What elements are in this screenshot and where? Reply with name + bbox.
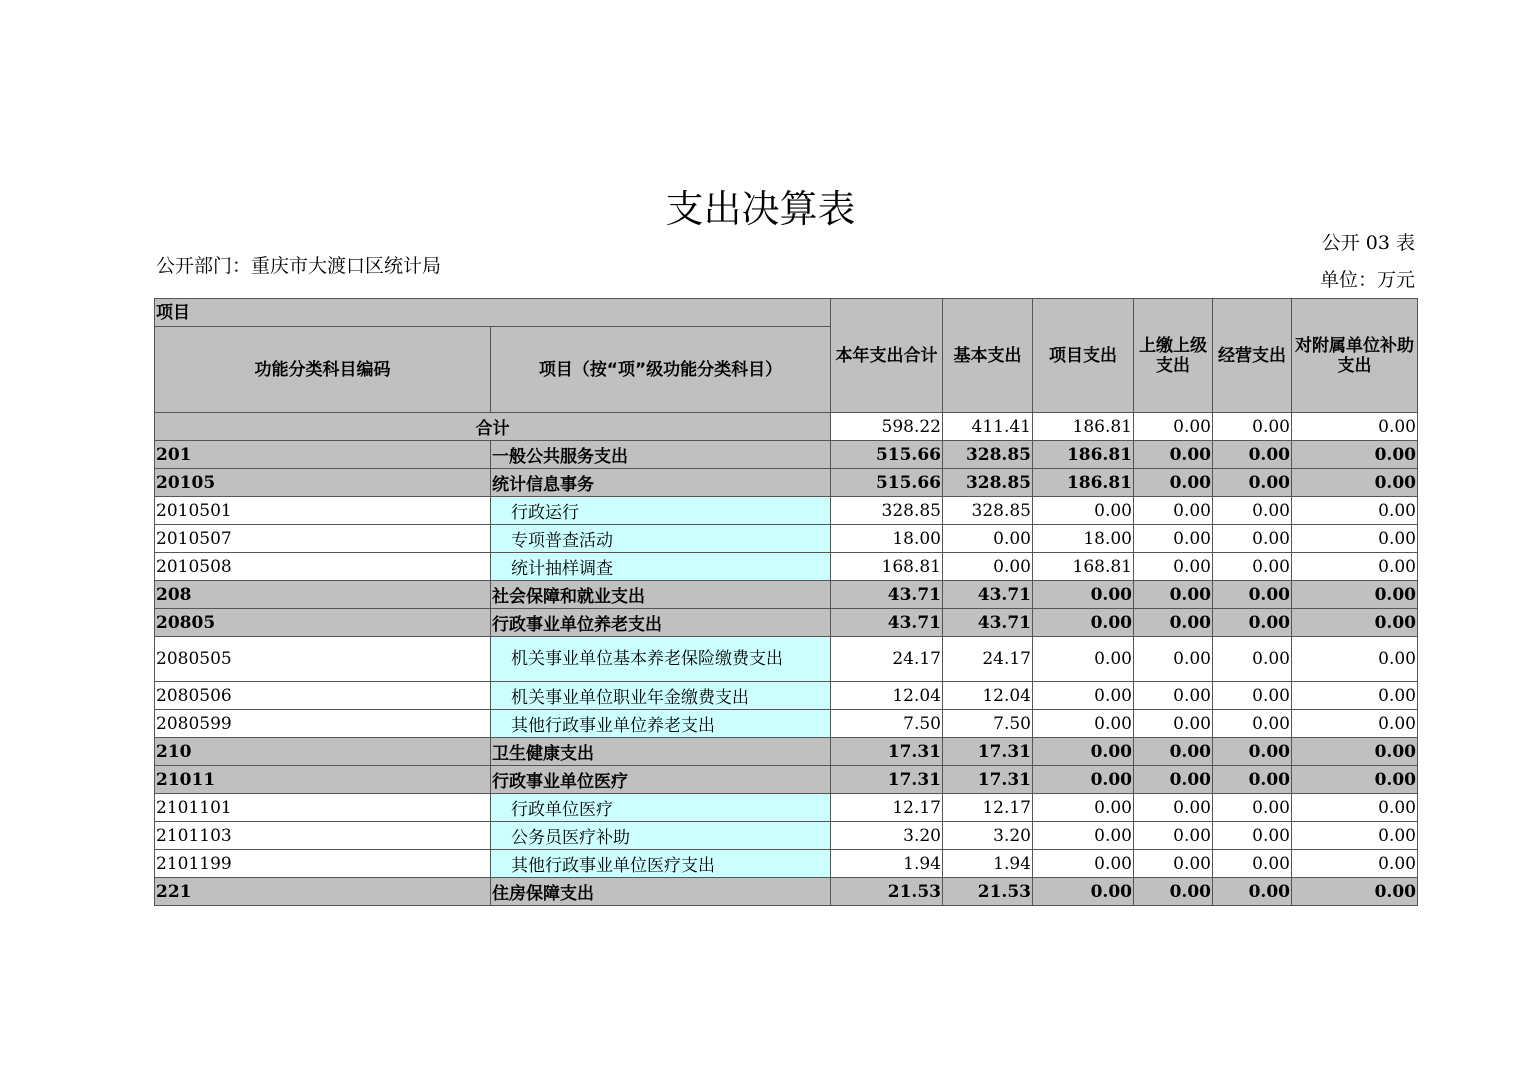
- table-row: [155, 738, 1418, 766]
- row-name: 住房保障支出: [491, 878, 831, 906]
- row-value: 0.00: [1134, 497, 1213, 525]
- row-value: 0.00: [1213, 497, 1292, 525]
- table-row: [155, 878, 1418, 906]
- row-value: 43.71: [831, 581, 943, 609]
- row-name: 专项普查活动: [491, 525, 831, 553]
- header-subsidy: 对附属单位补助支出: [1292, 299, 1418, 413]
- row-value: 0.00: [1033, 581, 1134, 609]
- total-value: 186.81: [1033, 413, 1134, 441]
- table-row: [155, 710, 1418, 738]
- table-row: [155, 766, 1418, 794]
- row-value: 0.00: [943, 525, 1033, 553]
- table-row: [155, 850, 1418, 878]
- row-code: 221: [155, 878, 491, 906]
- row-value: 0.00: [1033, 497, 1134, 525]
- total-value: 0.00: [1213, 413, 1292, 441]
- row-value: 0.00: [1292, 497, 1418, 525]
- row-value: 515.66: [831, 441, 943, 469]
- row-value: 43.71: [831, 609, 943, 637]
- row-value: 0.00: [1134, 738, 1213, 766]
- row-name: 行政运行: [491, 497, 831, 525]
- row-name: 卫生健康支出: [491, 738, 831, 766]
- row-code: 2080505: [155, 637, 491, 682]
- row-name: 公务员医疗补助: [491, 822, 831, 850]
- row-value: 7.50: [943, 710, 1033, 738]
- row-value: 0.00: [1134, 766, 1213, 794]
- row-code: 21011: [155, 766, 491, 794]
- row-value: 24.17: [943, 637, 1033, 682]
- table-row: [155, 609, 1418, 637]
- row-value: 21.53: [943, 878, 1033, 906]
- row-value: 0.00: [1213, 822, 1292, 850]
- row-value: 0.00: [1134, 710, 1213, 738]
- row-value: 0.00: [1213, 581, 1292, 609]
- row-value: 168.81: [831, 553, 943, 581]
- row-value: 12.17: [831, 794, 943, 822]
- row-value: 0.00: [1292, 766, 1418, 794]
- row-value: 0.00: [1134, 878, 1213, 906]
- total-value: 0.00: [1292, 413, 1418, 441]
- row-value: 0.00: [1134, 553, 1213, 581]
- total-label: 合计: [155, 413, 831, 441]
- row-value: 0.00: [1292, 469, 1418, 497]
- row-value: 328.85: [943, 497, 1033, 525]
- row-value: 0.00: [1292, 441, 1418, 469]
- row-value: 0.00: [1213, 525, 1292, 553]
- row-value: 1.94: [943, 850, 1033, 878]
- row-code: 2080599: [155, 710, 491, 738]
- header-code: 功能分类科目编码: [155, 327, 491, 413]
- row-value: 0.00: [1134, 609, 1213, 637]
- row-value: 3.20: [943, 822, 1033, 850]
- table-row: [155, 441, 1418, 469]
- row-code: 2010507: [155, 525, 491, 553]
- row-value: 0.00: [1292, 850, 1418, 878]
- row-name: 机关事业单位职业年金缴费支出: [491, 682, 831, 710]
- table-row: [155, 822, 1418, 850]
- row-value: 0.00: [1033, 766, 1134, 794]
- expenditure-table: [154, 298, 1418, 906]
- page-title: 支出决算表: [665, 187, 856, 231]
- header-project: 项目: [155, 299, 831, 327]
- row-name: 统计信息事务: [491, 469, 831, 497]
- header-name: 项目（按“项”级功能分类科目）: [491, 327, 831, 413]
- row-value: 0.00: [1292, 682, 1418, 710]
- header-operation: 经营支出: [1213, 299, 1292, 413]
- row-value: 0.00: [943, 553, 1033, 581]
- table-row: [155, 682, 1418, 710]
- row-value: 168.81: [1033, 553, 1134, 581]
- row-value: 0.00: [1033, 878, 1134, 906]
- row-value: 0.00: [1213, 878, 1292, 906]
- row-value: 0.00: [1213, 637, 1292, 682]
- row-value: 0.00: [1292, 637, 1418, 682]
- row-value: 0.00: [1292, 794, 1418, 822]
- row-code: 20105: [155, 469, 491, 497]
- row-value: 0.00: [1033, 710, 1134, 738]
- row-code: 201: [155, 441, 491, 469]
- row-value: 0.00: [1213, 710, 1292, 738]
- row-value: 0.00: [1134, 525, 1213, 553]
- table-row: [155, 794, 1418, 822]
- row-value: 328.85: [943, 441, 1033, 469]
- row-value: 328.85: [831, 497, 943, 525]
- row-value: 17.31: [943, 738, 1033, 766]
- table-row: [155, 469, 1418, 497]
- row-name: 社会保障和就业支出: [491, 581, 831, 609]
- row-value: 17.31: [831, 766, 943, 794]
- header-basic: 基本支出: [943, 299, 1033, 413]
- total-value: 598.22: [831, 413, 943, 441]
- row-value: 0.00: [1033, 682, 1134, 710]
- row-value: 0.00: [1134, 794, 1213, 822]
- row-value: 0.00: [1033, 609, 1134, 637]
- row-value: 0.00: [1292, 581, 1418, 609]
- row-value: 0.00: [1292, 878, 1418, 906]
- form-number: 公开 03 表: [1321, 232, 1415, 254]
- header-project-expense: 项目支出: [1033, 299, 1134, 413]
- row-name: 行政事业单位医疗: [491, 766, 831, 794]
- row-value: 0.00: [1292, 553, 1418, 581]
- table-row: [155, 637, 1418, 682]
- row-value: 0.00: [1134, 822, 1213, 850]
- table-row: [155, 497, 1418, 525]
- row-value: 21.53: [831, 878, 943, 906]
- row-value: 0.00: [1292, 609, 1418, 637]
- row-value: 0.00: [1213, 738, 1292, 766]
- row-name: 行政事业单位养老支出: [491, 609, 831, 637]
- row-value: 43.71: [943, 609, 1033, 637]
- row-value: 0.00: [1292, 710, 1418, 738]
- row-value: 0.00: [1213, 553, 1292, 581]
- row-name: 其他行政事业单位养老支出: [491, 710, 831, 738]
- row-code: 2080506: [155, 682, 491, 710]
- row-value: 12.17: [943, 794, 1033, 822]
- table-row: [155, 581, 1418, 609]
- row-value: 0.00: [1033, 738, 1134, 766]
- row-value: 0.00: [1292, 525, 1418, 553]
- department-label: 公开部门：重庆市大渡口区统计局: [156, 255, 442, 277]
- table-row: [155, 525, 1418, 553]
- row-code: 2010501: [155, 497, 491, 525]
- row-value: 0.00: [1292, 822, 1418, 850]
- row-value: 12.04: [831, 682, 943, 710]
- row-value: 18.00: [1033, 525, 1134, 553]
- row-value: 0.00: [1033, 850, 1134, 878]
- row-value: 515.66: [831, 469, 943, 497]
- row-code: 2010508: [155, 553, 491, 581]
- row-value: 0.00: [1213, 469, 1292, 497]
- row-value: 12.04: [943, 682, 1033, 710]
- row-value: 0.00: [1213, 850, 1292, 878]
- row-value: 17.31: [943, 766, 1033, 794]
- row-name: 统计抽样调查: [491, 553, 831, 581]
- row-name: 一般公共服务支出: [491, 441, 831, 469]
- total-value: 411.41: [943, 413, 1033, 441]
- row-code: 2101199: [155, 850, 491, 878]
- row-value: 0.00: [1213, 794, 1292, 822]
- row-value: 0.00: [1033, 794, 1134, 822]
- row-value: 0.00: [1213, 766, 1292, 794]
- row-value: 0.00: [1033, 637, 1134, 682]
- row-value: 3.20: [831, 822, 943, 850]
- row-value: 7.50: [831, 710, 943, 738]
- row-value: 0.00: [1213, 609, 1292, 637]
- row-value: 18.00: [831, 525, 943, 553]
- row-code: 2101101: [155, 794, 491, 822]
- row-code: 2101103: [155, 822, 491, 850]
- row-value: 0.00: [1134, 469, 1213, 497]
- row-value: 43.71: [943, 581, 1033, 609]
- total-value: 0.00: [1134, 413, 1213, 441]
- row-value: 0.00: [1134, 850, 1213, 878]
- row-name: 行政单位医疗: [491, 794, 831, 822]
- row-name: 机关事业单位基本养老保险缴费支出: [491, 637, 831, 682]
- row-value: 186.81: [1033, 441, 1134, 469]
- row-value: 17.31: [831, 738, 943, 766]
- row-value: 1.94: [831, 850, 943, 878]
- unit-label: 单位：万元: [1319, 269, 1415, 291]
- row-value: 0.00: [1213, 682, 1292, 710]
- row-code: 208: [155, 581, 491, 609]
- row-value: 24.17: [831, 637, 943, 682]
- table-row: [155, 553, 1418, 581]
- row-value: 0.00: [1033, 822, 1134, 850]
- row-value: 328.85: [943, 469, 1033, 497]
- row-value: 186.81: [1033, 469, 1134, 497]
- header-upper: 上缴上级支出: [1134, 299, 1213, 413]
- row-value: 0.00: [1134, 581, 1213, 609]
- row-value: 0.00: [1134, 441, 1213, 469]
- row-value: 0.00: [1134, 682, 1213, 710]
- row-value: 0.00: [1292, 738, 1418, 766]
- row-value: 0.00: [1213, 441, 1292, 469]
- row-code: 210: [155, 738, 491, 766]
- header-total: 本年支出合计: [831, 299, 943, 413]
- row-name: 其他行政事业单位医疗支出: [491, 850, 831, 878]
- row-code: 20805: [155, 609, 491, 637]
- row-value: 0.00: [1134, 637, 1213, 682]
